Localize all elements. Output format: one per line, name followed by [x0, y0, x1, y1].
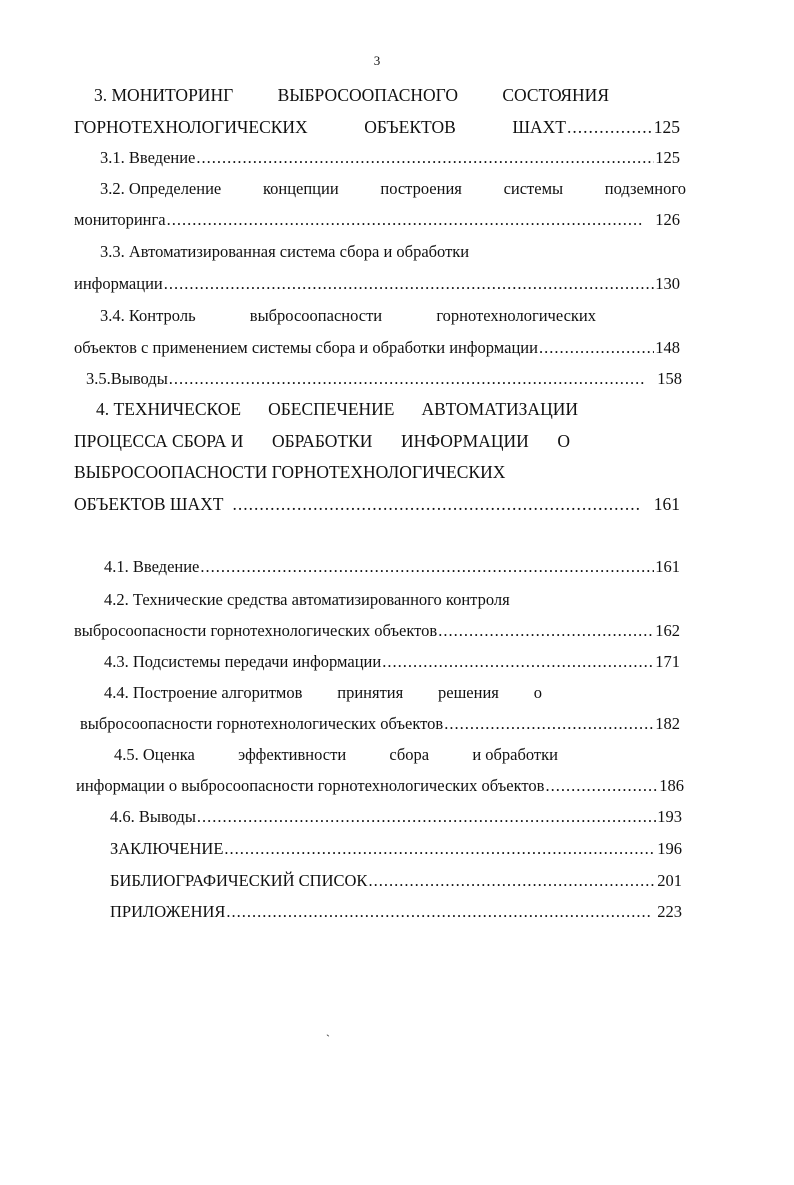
toc-page-number: 193 [657, 807, 682, 826]
toc-word: горнотехнологических [436, 306, 596, 325]
toc-word: и обработки [472, 745, 558, 764]
toc-entry-3-3-line-2[interactable] [74, 273, 680, 295]
title-word: 3. МОНИТОРИНГ [94, 85, 234, 105]
toc-word: подземного [604, 179, 686, 198]
toc-entry-3-4-line-1[interactable] [100, 305, 596, 327]
toc-entry-3-4-line-2[interactable] [74, 337, 680, 359]
toc-page-number: 186 [659, 776, 684, 795]
toc-page-number: 125 [653, 117, 680, 137]
toc-entry-4-2-line-1[interactable]: 4.2. Технические средства автоматизированного контроля [104, 590, 510, 609]
toc-chapter-4-title-line-1 [96, 398, 578, 420]
title-word: ОБРАБОТКИ [272, 431, 373, 451]
toc-entry-bibliography[interactable] [110, 870, 682, 892]
toc-page-number: 161 [655, 557, 680, 576]
toc-page-number: 125 [655, 148, 680, 167]
leader-dots [224, 838, 656, 860]
title-word: 4. ТЕХНИЧЕСКОЕ [96, 399, 242, 419]
toc-word: построения [380, 179, 462, 198]
toc-word: 4.5. Оценка [114, 745, 195, 764]
toc-entry-label: 4.3. Подсистемы передачи информации [104, 652, 382, 671]
toc-entry-appendices[interactable] [110, 901, 682, 923]
toc-word: решения [438, 683, 499, 702]
toc-page-number: 126 [655, 210, 680, 229]
toc-page-number: 158 [657, 369, 682, 388]
leader-dots [167, 209, 645, 231]
toc-word: концепции [262, 179, 339, 198]
leader-dots [233, 493, 639, 515]
toc-word: выбросоопасности [249, 306, 383, 325]
leader-dots [200, 556, 654, 578]
leader-dots [196, 147, 654, 169]
toc-page-number: 223 [657, 902, 682, 921]
toc-page-number: 148 [655, 338, 680, 357]
toc-chapter-3-title-line-2[interactable] [74, 116, 680, 138]
toc-entry-label: 4.6. Выводы [110, 807, 196, 826]
toc-word: 4.4. Построение алгоритмов [104, 683, 303, 702]
title-word: ВЫБРОСООПАСНОГО [277, 85, 458, 105]
leader-dots [438, 620, 654, 642]
leader-dots [382, 651, 654, 673]
toc-entry-label: выбросоопасности горнотехнологических объектов [74, 621, 438, 640]
toc-page-number: 182 [655, 714, 680, 733]
toc-entry-4-4-line-1[interactable] [104, 682, 542, 704]
toc-chapter-4-title-line-4[interactable] [74, 493, 680, 515]
toc-entry-label: объектов с применением системы сбора и обработки информации [74, 338, 538, 357]
toc-entry-label: 3.1. Введение [100, 148, 196, 167]
toc-entry-conclusion[interactable] [110, 838, 682, 860]
toc-page-number: 201 [657, 871, 682, 890]
leader-dots [169, 368, 644, 390]
toc-word: принятия [337, 683, 404, 702]
toc-entry-label: 4.1. Введение [104, 557, 200, 576]
toc-page-number: 130 [655, 274, 680, 293]
leader-dots [164, 273, 655, 295]
title-word: ОБЕСПЕЧЕНИЕ [268, 399, 395, 419]
stray-mark: ` [326, 1032, 330, 1046]
toc-word: 3.2. Определение [100, 179, 222, 198]
toc-entry-label: 3.5.Выводы [86, 369, 168, 388]
toc-entry-label [74, 116, 566, 138]
leader-dots [444, 713, 654, 735]
toc-entry-label: ЗАКЛЮЧЕНИЕ [110, 839, 224, 858]
leader-dots [567, 116, 653, 138]
toc-entry-label: мониторинга [74, 210, 166, 229]
toc-entry-3-2-line-2[interactable] [74, 209, 680, 231]
toc-entry-4-5-line-2[interactable] [76, 775, 684, 797]
leader-dots [226, 901, 652, 923]
toc-word: системы [503, 179, 564, 198]
title-word: О [557, 431, 570, 451]
toc-entry-label: ПРИЛОЖЕНИЯ [110, 902, 226, 921]
toc-page-number: 171 [655, 652, 680, 671]
title-word: СОСТОЯНИЯ [502, 85, 609, 105]
toc-entry-4-4-line-2[interactable] [80, 713, 680, 735]
toc-entry-3-5[interactable] [86, 368, 682, 390]
toc-word: 3.4. Контроль [100, 306, 196, 325]
leader-dots [368, 870, 656, 892]
leader-dots [545, 775, 658, 797]
toc-entry-label: ОБЪЕКТОВ ШАХТ [74, 494, 224, 514]
toc-page-number: 162 [655, 621, 680, 640]
title-word: АВТОМАТИЗАЦИИ [421, 399, 578, 419]
toc-entry-4-5-line-1[interactable] [114, 744, 558, 766]
toc-entry-4-6[interactable] [110, 806, 682, 828]
title-word: ГОРНОТЕХНОЛОГИЧЕСКИХ [74, 117, 308, 137]
title-word: ШАХТ [512, 117, 566, 137]
toc-page-number: 196 [657, 839, 682, 858]
toc-entry-label: информации о выбросоопасности горнотехнологических объектов [76, 776, 545, 795]
title-word: ПРОЦЕССА СБОРА И [74, 431, 244, 451]
leader-dots [539, 337, 654, 359]
toc-chapter-3-title-line-1 [94, 84, 609, 106]
toc-entry-label: информации [74, 274, 163, 293]
toc-entry-3-2-line-1[interactable] [100, 178, 686, 200]
toc-entry-4-1[interactable] [104, 556, 680, 578]
page-number: 3 [373, 53, 381, 68]
toc-entry-4-2-line-2[interactable] [74, 620, 680, 642]
toc-entry-3-3-line-1[interactable]: 3.3. Автоматизированная система сбора и обработки [100, 242, 470, 261]
title-word: ИНФОРМАЦИИ [400, 431, 529, 451]
title-word: ОБЪЕКТОВ [364, 117, 456, 137]
toc-page-number: 161 [653, 494, 680, 514]
toc-chapter-4-title-line-3: ВЫБРОСООПАСНОСТИ ГОРНОТЕХНОЛОГИЧЕСКИХ [74, 462, 506, 482]
toc-chapter-4-title-line-2 [74, 430, 570, 452]
toc-word: эффективности [238, 745, 347, 764]
toc-entry-4-3[interactable] [104, 651, 680, 673]
toc-word: сбора [389, 745, 430, 764]
toc-word: о [533, 683, 542, 702]
leader-dots [197, 806, 656, 828]
toc-entry-3-1[interactable] [100, 147, 680, 169]
toc-entry-label: БИБЛИОГРАФИЧЕСКИЙ СПИСОК [110, 871, 368, 890]
toc-entry-label: выбросоопасности горнотехнологических объектов [80, 714, 444, 733]
